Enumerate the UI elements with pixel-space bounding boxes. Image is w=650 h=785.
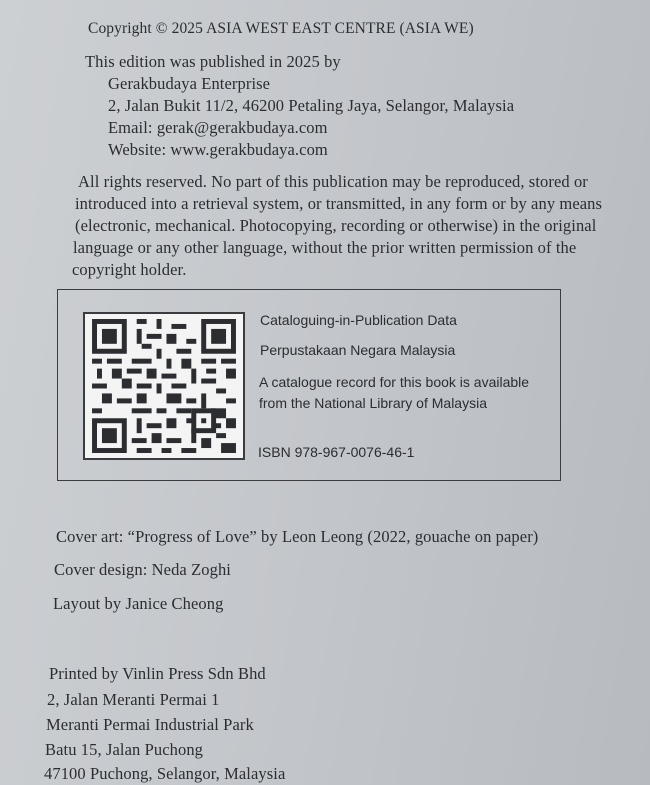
rights-line-4: language or any other language, without the prior written permission of the: [73, 238, 577, 257]
rights-line-2: introduced into a retrieval system, or transmitted, in any form or by any means: [75, 194, 603, 213]
copyright-line: Copyright © 2025 ASIA WEST EAST CENTRE (ASIA WE): [88, 20, 474, 37]
rights-line-3: (electronic, mechanical. Photocopying, recording or otherwise) in the original: [75, 216, 597, 235]
publisher-website: Website: www.gerakbudaya.com: [108, 140, 328, 159]
cip-record-line-1: A catalogue record for this book is available: [259, 374, 530, 390]
printer-name: Printed by Vinlin Press Sdn Bhd: [49, 664, 266, 683]
cip-box: [57, 289, 561, 481]
qr-code-graphic: [91, 319, 237, 453]
publisher-address: 2, Jalan Bukit 11/2, 46200 Petaling Jaya, Selangor, Malaysia: [108, 96, 515, 115]
printer-address-line-2: Meranti Permai Industrial Park: [46, 715, 254, 734]
printer-address-line-1: 2, Jalan Meranti Permai 1: [47, 690, 220, 709]
cip-record-line-2: from the National Library of Malaysia: [259, 395, 487, 411]
isbn: ISBN 978-967-0076-46-1: [258, 444, 415, 460]
publisher-email: Email: gerak@gerakbudaya.com: [108, 118, 328, 137]
cover-design-credit: Cover design: Neda Zoghi: [54, 560, 231, 579]
qr-code-icon: [83, 312, 245, 460]
rights-line-5: copyright holder.: [72, 260, 187, 279]
cover-art-credit: Cover art: “Progress of Love” by Leon Leong (2022, gouache on paper): [56, 527, 539, 546]
layout-credit: Layout by Janice Cheong: [53, 594, 224, 613]
printer-address-line-4: 47100 Puchong, Selangor, Malaysia: [44, 764, 286, 783]
printer-address-line-3: Batu 15, Jalan Puchong: [45, 740, 204, 759]
cip-heading: Cataloguing-in-Publication Data: [260, 312, 457, 328]
publisher-name: Gerakbudaya Enterprise: [108, 74, 271, 93]
cip-library: Perpustakaan Negara Malaysia: [260, 342, 456, 358]
publisher-intro: This edition was published in 2025 by: [85, 52, 341, 71]
rights-line-1: All rights reserved. No part of this publication may be reproduced, stored or: [78, 172, 588, 191]
